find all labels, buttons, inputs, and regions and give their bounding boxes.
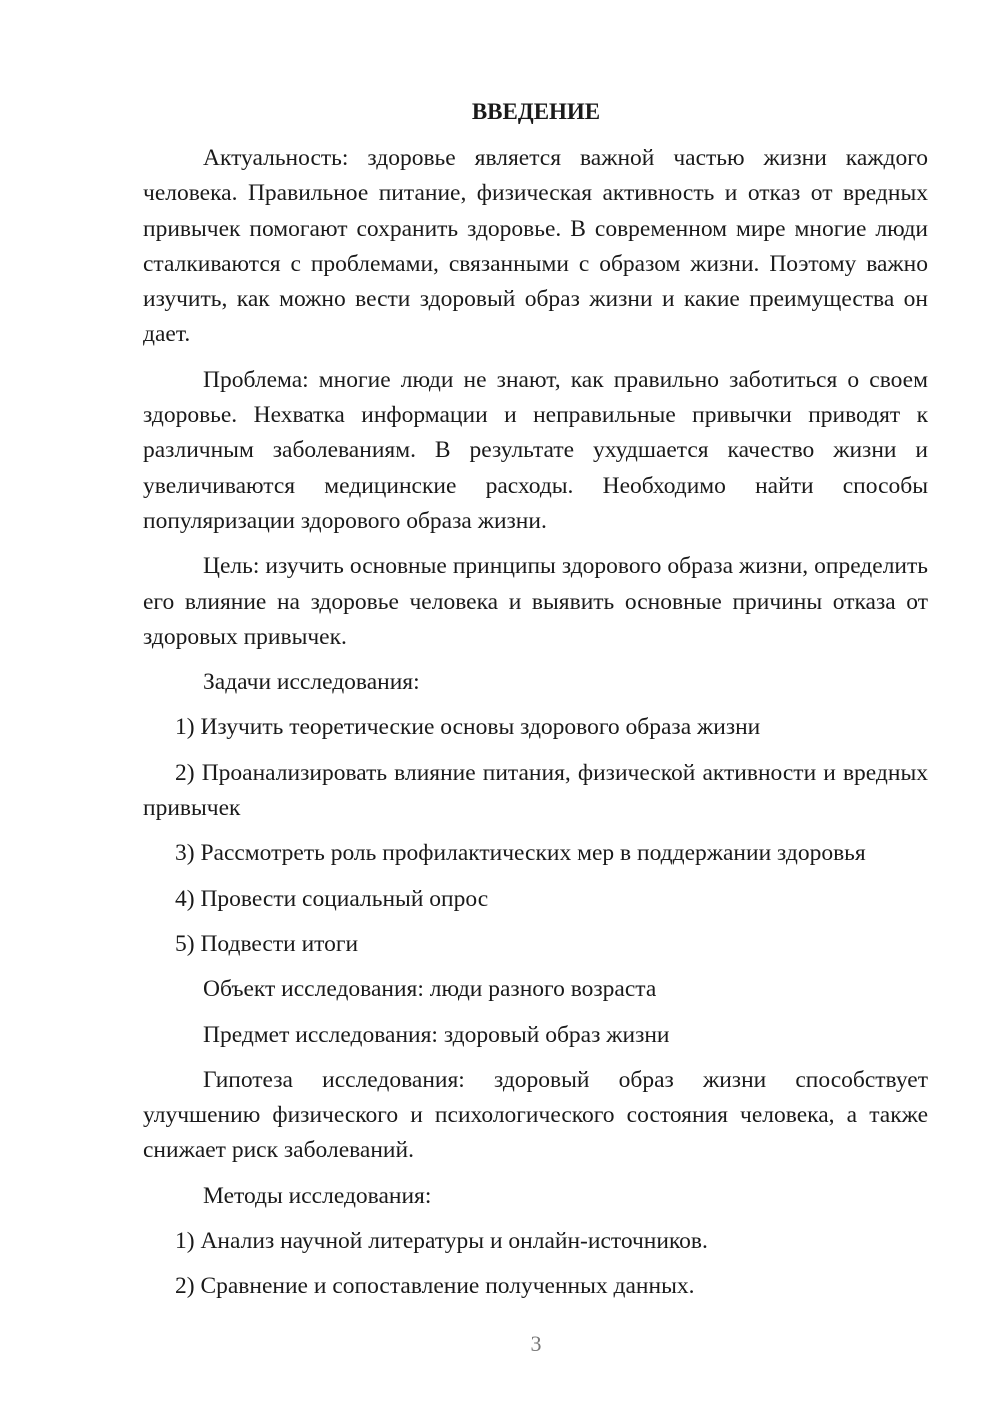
task-item-2: 2) Проанализировать влияние питания, физической активности и вредных привычек	[143, 759, 928, 822]
methods-label: Методы исследования:	[203, 1182, 432, 1209]
method-item-2: 2) Сравнение и сопоставление полученных данных.	[175, 1273, 695, 1300]
document-body	[143, 141, 928, 1305]
method-item-1: 1) Анализ научной литературы и онлайн-источников.	[175, 1228, 708, 1255]
object-paragraph: Объект исследования: люди разного возраста	[203, 976, 657, 1003]
hypothesis-paragraph: Гипотеза исследования: здоровый образ жизни способствует улучшению физического и психологического состояния человека, а также снижает риск заболеваний.	[143, 1066, 928, 1164]
subject-paragraph: Предмет исследования: здоровый образ жизни	[203, 1021, 670, 1048]
task-item-3: 3) Рассмотреть роль профилактических мер в поддержании здоровья	[175, 840, 866, 867]
page-number: 3	[530, 1331, 542, 1356]
task-item-1: 1) Изучить теоретические основы здорового образа жизни	[175, 714, 761, 741]
tasks-label: Задачи исследования:	[203, 669, 420, 696]
task-item-5: 5) Подвести итоги	[175, 930, 359, 957]
page-title: ВВЕДЕНИЕ	[471, 99, 601, 124]
task-item-4: 4) Провести социальный опрос	[175, 885, 489, 912]
goal-paragraph: Цель: изучить основные принципы здорового образа жизни, определить его влияние на здоровье человека и выявить основные причины отказа от здоровых привычек.	[143, 553, 928, 650]
relevance-paragraph: Актуальность: здоровье является важной частью жизни каждого человека. Правильное питание, физическая активность и отказ от вредных привычек помогают сохранить здоровье. В современном мире многие люди сталкиваются с проблемами, связанными с образом жизни. Поэтому важно изучить, как можно вести здоровый образ жизни и какие преимущества он дает.	[143, 145, 928, 348]
problem-paragraph: Проблема: многие люди не знают, как правильно заботиться о своем здоровье. Нехватка информации и неправильные привычки приводят к различным заболеваниям. В результате ухудшается качество жизни и увеличиваются медицинские расходы. Необходимо найти способы популяризации здорового образа жизни.	[143, 366, 928, 534]
